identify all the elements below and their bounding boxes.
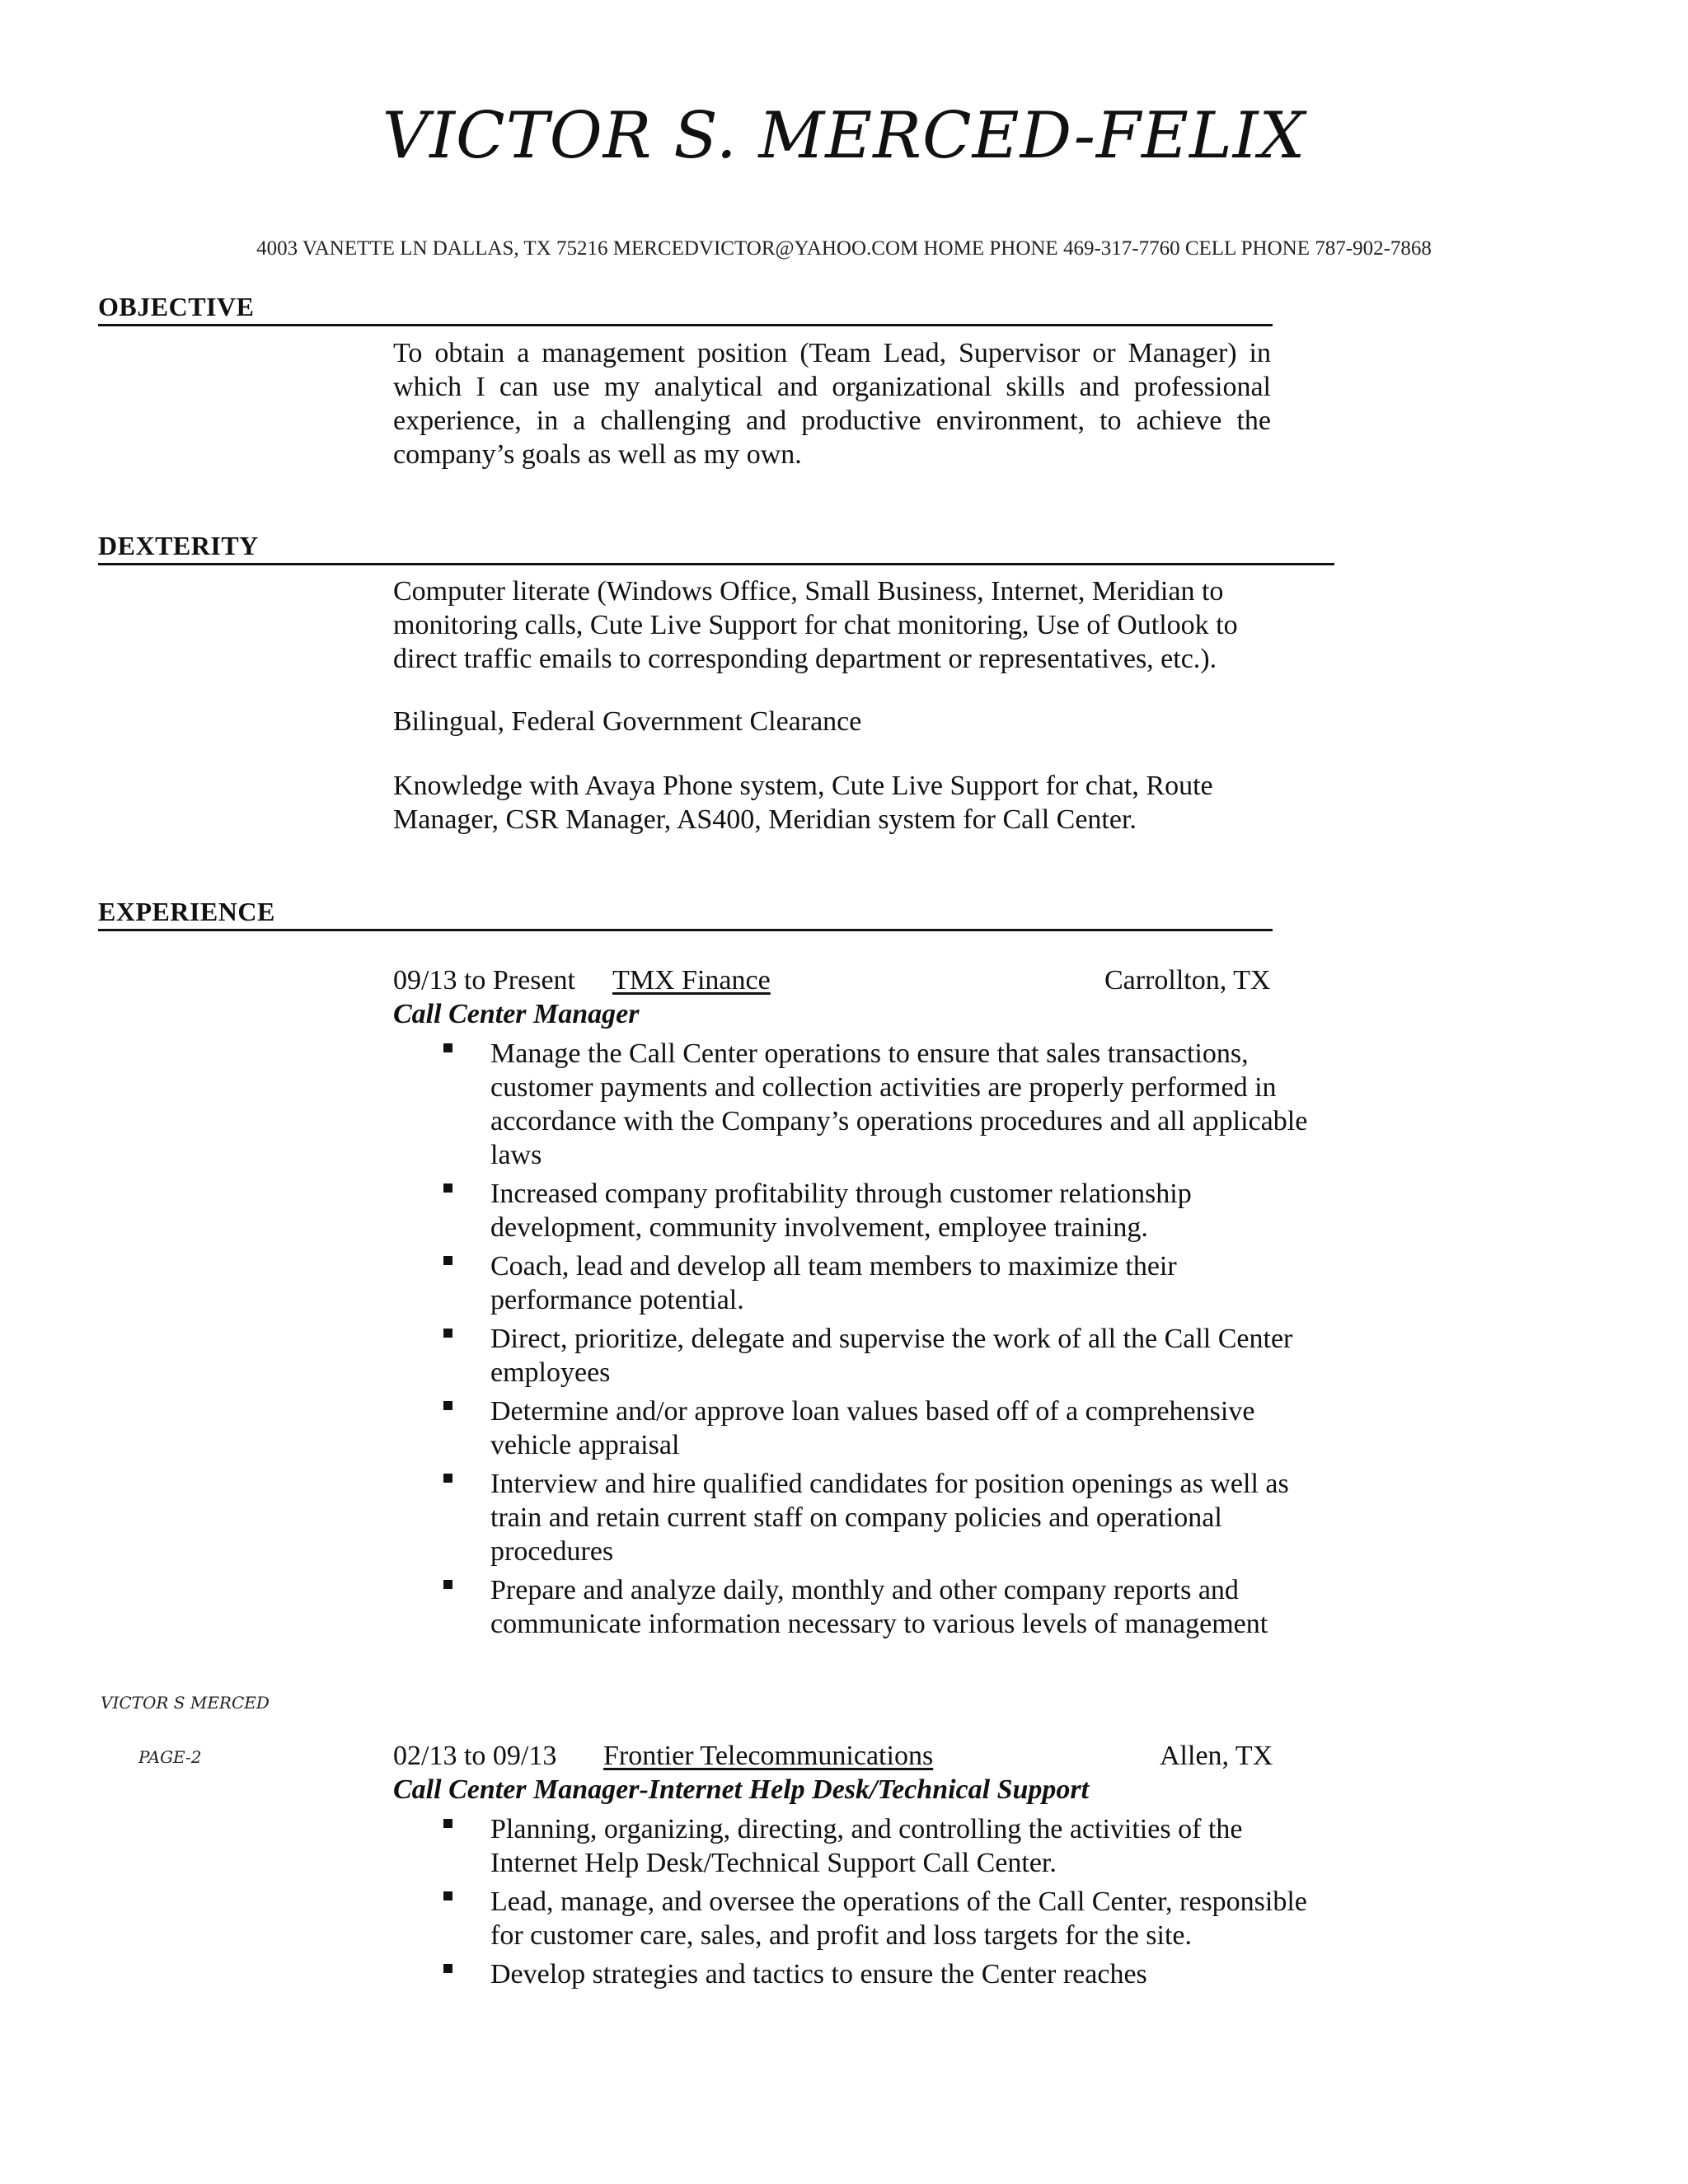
job-bullet: Planning, organizing, directing, and controlling the activities of the Internet Help Desk/Technical Support Call Center. [393,1812,1308,1880]
objective-text: To obtain a management position (Team Lead, Supervisor or Manager) in which I can use my analytical and organizational skills and professional experience, in a challenging and productive environment, to achieve the company’s goals as well as my own. [393,338,1271,470]
objective-heading: OBJECTIVE [98,292,255,321]
dexterity-paragraph: Bilingual, Federal Government Clearance [393,706,862,737]
dexterity-paragraph: Knowledge with Avaya Phone system, Cute Live Support for chat, Route Manager, CSR Manager, AS400, Meridian system for Call Center. [393,771,1213,835]
job-bullet: Develop strategies and tactics to ensure the Center reaches [393,1957,1308,1991]
bullet-icon [443,1183,452,1193]
experience-rule [98,929,1273,931]
footer-page-number: PAGE-2 [138,1747,202,1767]
job-bullet: Direct, prioritize, delegate and supervise the work of all the Call Center employees [393,1322,1308,1390]
job-bullet-list [393,1037,1308,1646]
dexterity-paragraph: Computer literate (Windows Office, Small Business, Internet, Meridian to monitoring calls, Cute Live Support for chat monitoring, Use of Outlook to direct traffic emails to corresponding department or representatives, etc.). [393,576,1238,674]
footer-name: VICTOR S MERCED [101,1693,270,1713]
job-bullet: Manage the Call Center operations to ensure that sales transactions, customer payments and collection activities are properly performed in accordance with the Company’s operations procedures and all applicable laws [393,1037,1308,1172]
bullet-icon [443,1474,452,1483]
job-location: Carrollton, TX [1104,965,1271,996]
job-bullet: Increased company profitability through customer relationship development, community involvement, employee training. [393,1177,1308,1244]
job-bullet-list [393,1812,1308,1996]
job-title: Call Center Manager-Internet Help Desk/Technical Support [393,1774,1090,1805]
bullet-icon [443,1401,452,1410]
job-company: Frontier Telecommunications [603,1741,934,1771]
job-dates: 09/13 to Present [393,965,575,996]
dexterity-heading: DEXTERITY [98,531,259,560]
job-bullet: Interview and hire qualified candidates for position openings as well as train and retain current staff on company policies and operational procedures [393,1467,1308,1568]
bullet-icon [443,1964,452,1973]
dexterity-rule [98,563,1334,565]
job-location: Allen, TX [1160,1741,1273,1771]
job-bullet: Coach, lead and develop all team members to maximize their performance potential. [393,1249,1308,1317]
bullet-icon [443,1580,452,1589]
bullet-icon [443,1819,452,1828]
bullet-icon [443,1329,452,1338]
bullet-icon [443,1891,452,1900]
job-title: Call Center Manager [393,999,640,1029]
job-bullet: Prepare and analyze daily, monthly and other company reports and communicate information necessary to various levels of management [393,1573,1308,1641]
bullet-icon [443,1043,452,1052]
job-bullet: Lead, manage, and oversee the operations of the Call Center, responsible for customer care, sales, and profit and loss targets for the site. [393,1885,1308,1952]
bullet-icon [443,1256,452,1265]
job-dates: 02/13 to 09/13 [393,1741,557,1771]
job-bullet: Determine and/or approve loan values based off of a comprehensive vehicle appraisal [393,1394,1308,1462]
contact-line: 4003 VANETTE LN DALLAS, TX 75216 MERCEDVICTOR@YAHOO.COM HOME PHONE 469-317-7760 CELL PHONE 787-902-7868 [256,237,1432,260]
experience-heading: EXPERIENCE [98,897,275,926]
resume-name: VICTOR S. MERCED-FELIX [382,99,1306,173]
job-company: TMX Finance [612,965,771,996]
objective-rule [98,324,1273,326]
